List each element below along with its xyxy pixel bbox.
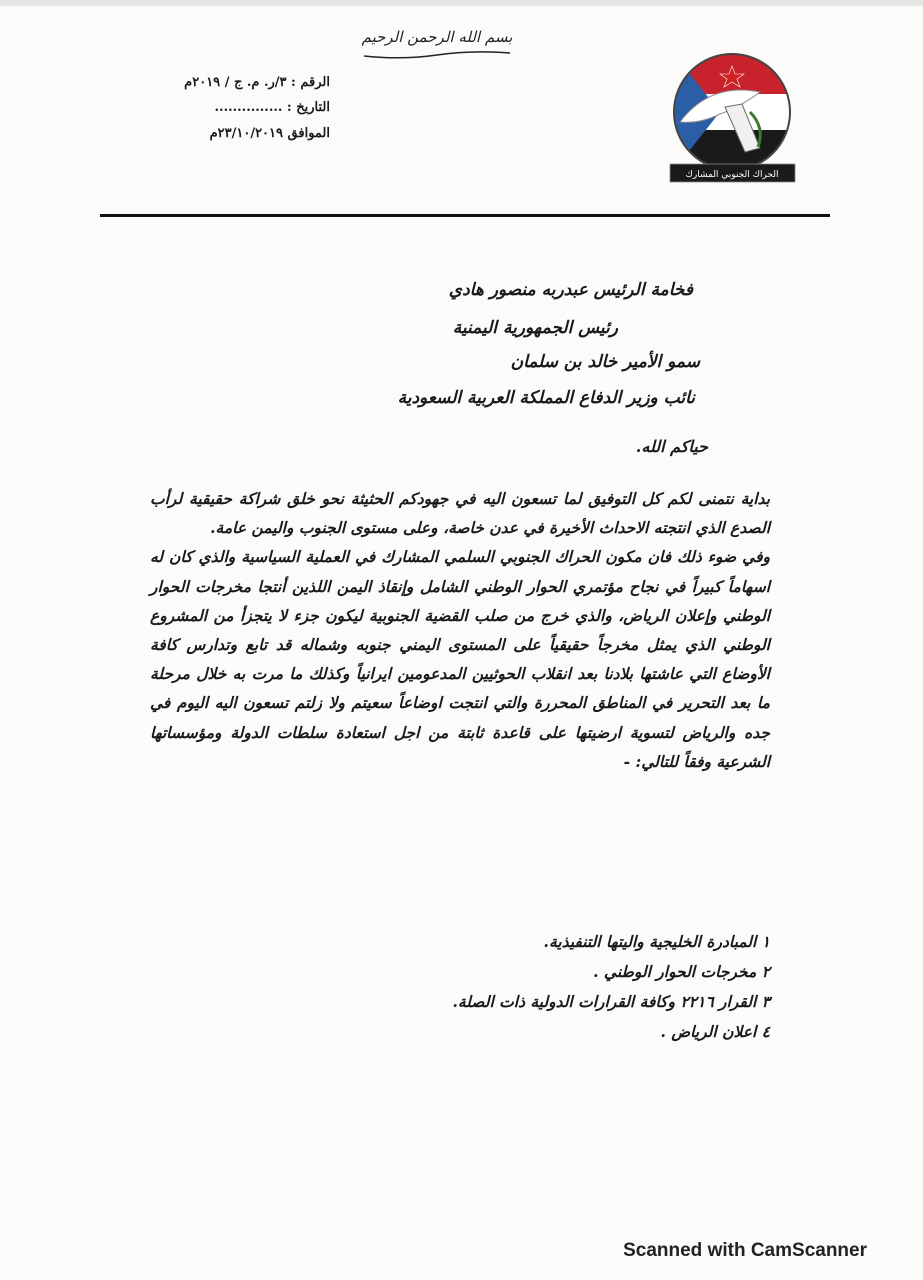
- reference-block: [120, 70, 330, 146]
- list-item: ١ المبادرة الخليجية واليتها التنفيذية.: [543, 932, 770, 951]
- camscanner-watermark: Scanned with CamScanner: [623, 1240, 867, 1261]
- addressee-prince-title: نائب وزير الدفاع المملكة العربية السعودية: [397, 388, 695, 408]
- reference-number: الرقم : ٣/ر. م. ج / ٢٠١٩م: [184, 75, 330, 90]
- header-divider: [100, 214, 830, 217]
- letter-body: [150, 484, 770, 776]
- logo-caption: الحراك الجنوبي المشارك: [685, 170, 779, 180]
- body-paragraph-1: بداية نتمنى لكم كل التوفيق لما تسعون اليه في جهودكم الحثيثة نحو خلق شراكة حقيقية لرأب الصدع الذي انتجته الاحداث الأخيرة في عدن خاصة، وعلى مستوى الجنوب واليمن عامة.: [150, 489, 770, 538]
- date-field: التاريخ : ...............: [214, 100, 330, 116]
- calligraphy-flourish-icon: [362, 50, 512, 60]
- list-item: ٣ القرار ٢٢١٦ وكافة القرارات الدولية ذات الصلة.: [452, 992, 770, 1011]
- scan-edge: [0, 0, 923, 6]
- list-item: ٢ مخرجات الحوار الوطني .: [593, 962, 770, 981]
- reference-list: [330, 927, 770, 1047]
- corresponding-date: الموافق ٢٣/١٠/٢٠١٩م: [209, 125, 330, 141]
- list-item: ٤ اعلان الرياض .: [660, 1022, 770, 1041]
- addressee-prince: سمو الأمير خالد بن سلمان: [510, 352, 700, 372]
- greeting: حياكم الله.: [635, 437, 708, 456]
- organization-logo: [650, 52, 815, 187]
- basmala-calligraphy: [352, 28, 522, 62]
- addressee-president: فخامة الرئيس عبدربه منصور هادي: [448, 280, 693, 300]
- body-paragraph-2: وفي ضوء ذلك فان مكون الحراك الجنوبي السلمي المشارك في العملية السياسية والذي كان له اسهاماً كبيراً في نجاح مؤتمري الحوار الوطني الشامل وإنقاذ اليمن اللذين أنتجا مخرجات الحوار الوطني وإعلان الرياض، والذي خرج من صلب القضية الجنوبية ليكون جزء لا يتجزأ من المشروع الوطني الذي يمثل مخرجاً حقيقياً على المستوى اليمني جنوبه وشماله قد تابع وتدارس كافة الأوضاع التي عاشتها بلادنا بعد انقلاب الحوثيين المدعومين ايرانياً وكذلك ما مرت به خلال مرحلة ما بعد التحرير في المناطق المحررة والتي انتجت اوضاعاً سعيتم ولا زلتم تسعون اليه اليوم في جده والرياض لتسوية ارضيتها على قاعدة ثابتة من اجل استعادة سلطات الدولة ومؤسساتها الشرعية وفقاً للتالي: -: [150, 547, 770, 771]
- addressee-president-title: رئيس الجمهورية اليمنية: [452, 318, 618, 338]
- basmala-text: بسم الله الرحمن الرحيم: [361, 28, 513, 46]
